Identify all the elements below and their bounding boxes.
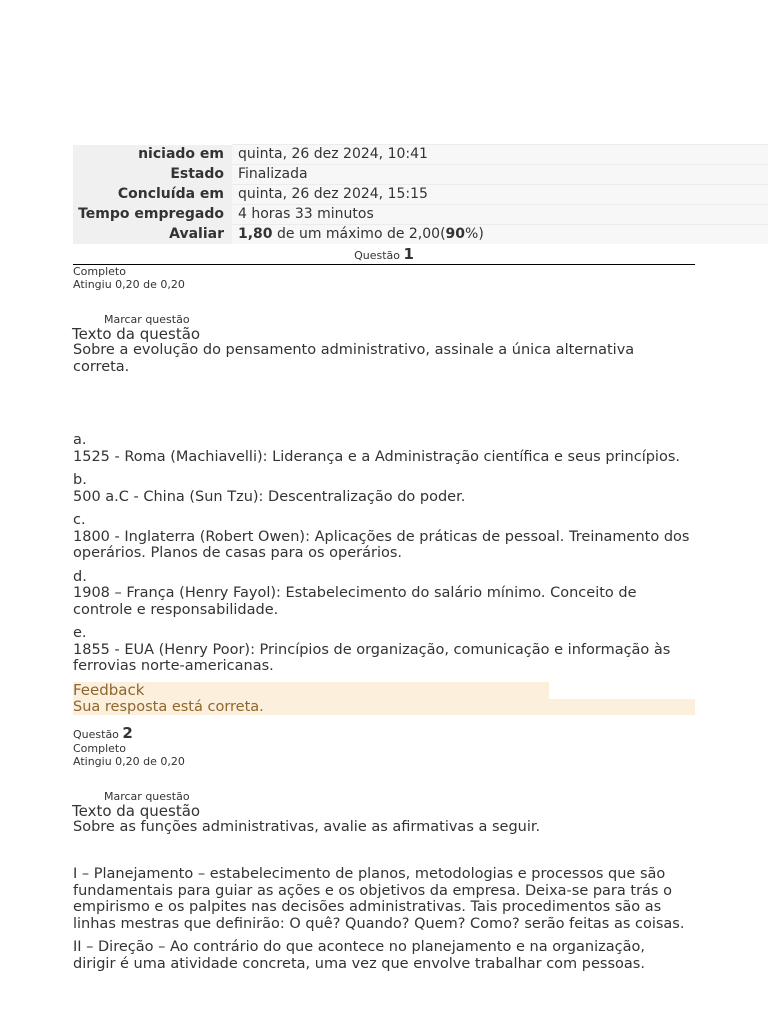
question-1-title: Texto da questão — [72, 325, 201, 343]
grade-percent-suffix: %) — [465, 226, 484, 242]
option-text: 1908 – França (Henry Fayol): Estabelecimento do salário mínimo. Conceito de controle e responsabilidade. — [73, 585, 637, 618]
summary-label: Avaliar — [73, 225, 232, 245]
question-2-grade: Atingiu 0,20 de 0,20 — [73, 754, 185, 768]
statement-item: II – Direção – Ao contrário do que acontece no planejamento e na organização, dirigir é uma atividade concreta, uma vez que envolve trabalhar com pessoas. — [73, 939, 645, 972]
answer-option-a[interactable] — [73, 432, 693, 465]
summary-label: niciado em — [73, 145, 232, 165]
option-text: 500 a.C - China (Sun Tzu): Descentralização do poder. — [73, 488, 466, 505]
question-1-grade: Atingiu 0,20 de 0,20 — [73, 278, 185, 291]
option-letter: e. — [73, 625, 87, 641]
question-2-state: Completo — [73, 741, 126, 755]
answer-option-d[interactable] — [73, 569, 693, 619]
summary-label: Tempo empregado — [73, 205, 232, 225]
summary-row-time-taken — [73, 205, 768, 225]
question-label: Questão — [354, 249, 400, 262]
answer-option-e[interactable] — [73, 625, 693, 675]
question-number: 2 — [122, 723, 133, 742]
question-1-text: Sobre a evolução do pensamento administrativo, assinale a única alternativa correta. — [73, 342, 635, 375]
option-letter: c. — [73, 512, 86, 528]
feedback-text: Sua resposta está correta. — [73, 699, 695, 715]
option-letter: a. — [73, 432, 87, 448]
option-letter: d. — [73, 568, 87, 585]
question-2-title: Texto da questão — [72, 801, 201, 820]
attempt-summary-table — [73, 144, 768, 244]
grade-max-text: de um máximo de 2,00( — [272, 226, 446, 242]
statement-item: I – Planejamento – estabelecimento de planos, metodologias e processos que são fundamentais para guiar as ações e os objetivos da empresa. Deixa-se para trás o empirismo e os palpites nas decisões administrativas. Tais procedimentos são as linhas mestras que definirão: O quê? Quando? Quem? Como? serão feitas as coisas. — [73, 866, 685, 932]
flag-question-1-button[interactable]: Marcar questão — [104, 313, 190, 326]
summary-row-state — [73, 165, 768, 185]
answer-option-c[interactable] — [73, 512, 693, 562]
flag-question-2-button[interactable]: Marcar questão — [104, 789, 190, 803]
option-letter: b. — [73, 472, 87, 488]
summary-label: Concluída em — [73, 185, 232, 205]
option-text: 1855 - EUA (Henry Poor): Princípios de organização, comunicação e informação às ferrovias norte-americanas. — [73, 641, 671, 674]
summary-row-grade — [73, 225, 768, 245]
question-label: Questão — [73, 727, 119, 741]
summary-value — [232, 225, 768, 245]
answer-option-b[interactable] — [73, 472, 693, 505]
summary-value: quinta, 26 dez 2024, 15:15 — [232, 185, 768, 205]
question-2-text: Sobre as funções administrativas, avalie as afirmativas a seguir. — [73, 818, 541, 835]
question-2-header — [73, 724, 768, 742]
quiz-review — [73, 144, 768, 979]
summary-value: Finalizada — [232, 165, 768, 185]
option-text: 1525 - Roma (Machiavelli): Liderança e a Administração científica e seus princípios. — [73, 448, 680, 465]
summary-value: quinta, 26 dez 2024, 10:41 — [232, 145, 768, 165]
summary-value: 4 horas 33 minutos — [232, 205, 768, 225]
feedback-title: Feedback — [73, 682, 549, 699]
question-1-feedback — [73, 682, 768, 715]
question-1-header — [73, 245, 695, 265]
grade-percent: 90 — [445, 226, 466, 242]
summary-row-completed — [73, 185, 768, 205]
summary-label: Estado — [73, 165, 232, 185]
question-number: 1 — [403, 245, 414, 263]
summary-row-started — [73, 145, 768, 165]
question-1-state: Completo — [73, 265, 126, 278]
option-text: 1800 - Inglaterra (Robert Owen): Aplicações de práticas de pessoal. Treinamento dos operários. Planos de casas para os operários. — [73, 528, 690, 561]
grade-value: 1,80 — [238, 226, 273, 242]
